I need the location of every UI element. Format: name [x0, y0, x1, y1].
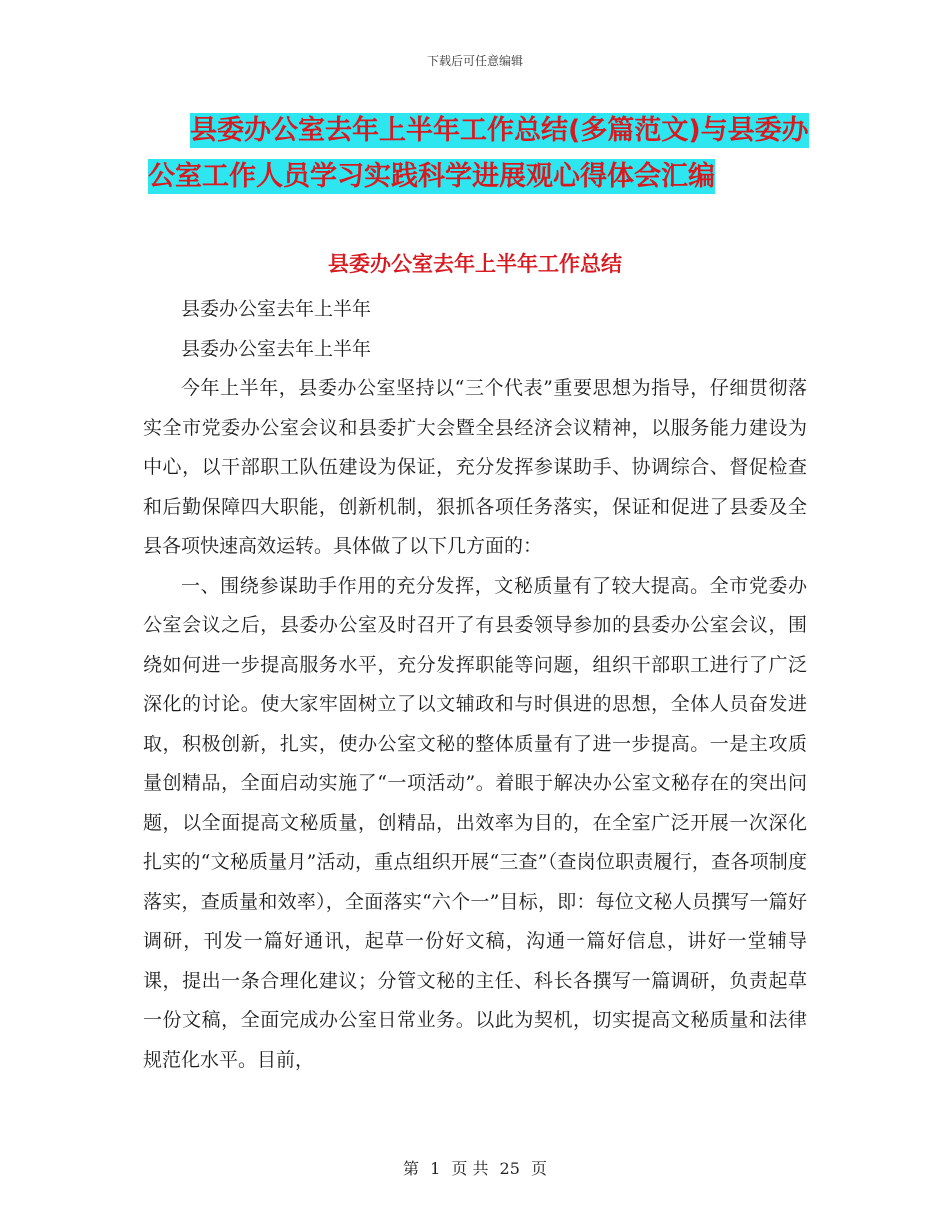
- paragraph: 一、围绕参谋助手作用的充分发挥，文秘质量有了较大提高。全市党委办公室会议之后，县委办公室及时召开了有县委领导参加的县委办公室会议，围绕如何进一步提高服务水平，充分发挥职能等问题，组织干部职工进行了广泛深化的讨论。使大家牢固树立了以文辅政和与时俱进的思想，全体人员奋发进取，积极创新，扎实，使办公室文秘的整体质量有了进一步提高。一是主攻质量创精品，全面启动实施了“一项活动”。着眼于解决办公室文秘存在的突出问题，以全面提高文秘质量，创精品，出效率为目的，在全室广泛开展一次深化扎实的“文秘质量月”活动，重点组织开展“三查”（查岗位职责履行，查各项制度落实，查质量和效率），全面落实“六个一”目标，即：每位文秘人员撰写一篇好调研，刊发一篇好通讯，起草一份好文稿，沟通一篇好信息，讲好一堂辅导课，提出一条合理化建议；分管文秘的主任、科长各撰写一篇调研，负责起草一份文稿，全面完成办公室日常业务。以此为契机，切实提高文秘质量和法律规范化水平。目前，: [143, 574, 807, 1071]
- paragraph: 今年上半年，县委办公室坚持以“三个代表”重要思想为指导，仔细贯彻落实全市党委办公室会议和县委扩大会暨全县经济会议精神，以服务能力建设为中心，以干部职工队伍建设为保证，充分发挥参谋助手、协调综合、督促检查和后勤保障四大职能，创新机制，狠抓各项任务落实，保证和促进了县委及全县各项快速高效运转。具体做了以下几方面的：: [143, 377, 807, 557]
- page-current: 1: [430, 1159, 441, 1178]
- paragraph: 县委办公室去年上半年: [181, 298, 372, 320]
- page-footer: [0, 1156, 950, 1179]
- page-prefix: 第: [402, 1159, 419, 1178]
- page-total: 25: [499, 1159, 520, 1178]
- page-mid: 页 共: [451, 1159, 489, 1178]
- page-header-note: 下载后可任意编辑: [426, 54, 523, 68]
- document-title: [148, 108, 830, 200]
- document-title-line-2: 公室工作人员学习实践科学进展观心得体会汇编: [148, 161, 715, 192]
- page-suffix: 页: [531, 1159, 548, 1178]
- document-body: [143, 290, 807, 1080]
- paragraph: 县委办公室去年上半年: [181, 337, 372, 360]
- section-title: 县委办公室去年上半年工作总结: [328, 252, 622, 276]
- document-title-line-1: 县委办公室去年上半年工作总结(多篇范文)与县委办: [190, 115, 809, 146]
